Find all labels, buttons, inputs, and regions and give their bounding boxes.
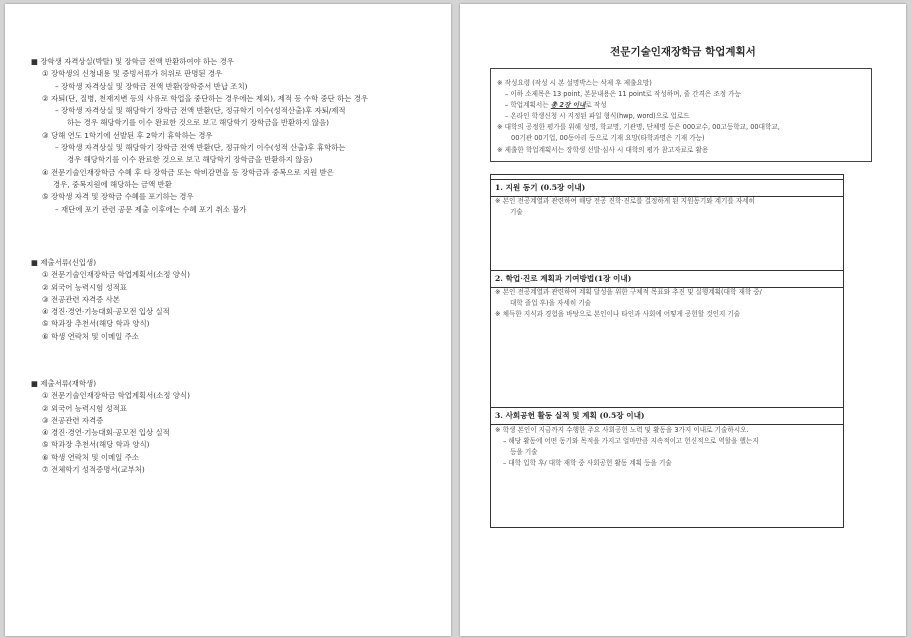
list-item: – 장학생 자격상실 및 장학금 전액 반환(장학증서 반납 조치) — [55, 81, 248, 91]
list-item: ② 외국어 능력시험 성적표 — [42, 282, 128, 292]
list-item: ① 전문기술인재장학금 학업계획서(소정 양식) — [42, 391, 190, 401]
guide-text: – 학업계획서는 — [505, 101, 551, 110]
section-docs-enrolled — [31, 378, 190, 476]
page-limit-emphasis: 총 2장 이내 — [550, 101, 586, 110]
section-heading: ■ 제출서류(신입생) — [31, 258, 97, 267]
list-item: ④ 전문기술인재장학금 수혜 후 타 장학금 또는 학비감면을 등 장학금과 중복으로 지원 받은 — [42, 167, 334, 177]
instruction-line: ※ 본인 전공계열과 관련하여 계획 달성을 위한 구체적 목표와 추진 및 실행계획(대학 재학 중/ — [495, 288, 762, 296]
writing-guide-box — [490, 68, 872, 162]
list-item: ③ 전공관련 자격증 — [42, 415, 104, 425]
guide-line: ※ 대학의 공정한 평가를 위해 성명, 학교명, 기관명, 단체명 등은 000교수, 00고등학교, 00대학교, — [497, 123, 780, 132]
list-item: ⑥ 학생 연락처 및 이메일 주소 — [42, 452, 139, 462]
list-item: ⑤ 학과장 추천서(해당 학과 양식) — [42, 319, 150, 329]
guide-line: ※ 작성요령 (작성 시 본 설명박스는 삭제 후 제출요망) — [497, 79, 652, 87]
instruction-line: 등을 기술 — [510, 448, 538, 456]
list-item: 경우 해당학기를 이수 완료한 것으로 보고 해당학기 장학금을 반환하지 않음) — [67, 155, 313, 165]
list-item: – 장학생 자격상실 및 해당학기 장학금 전액 반환(단, 정규학기 이수(성적산출)후 자퇴/제적 — [55, 106, 346, 116]
instruction-line: ※ 학생 본인이 지금까지 수행한 주요 사회공헌 노력 및 활동을 3가지 이내로 기술하시오. — [495, 426, 749, 434]
list-item: ① 전문기술인재장학금 학업계획서(소정 양식) — [42, 270, 190, 280]
guide-line: 00기관 00기업, 00동아리 등으로 기재 요망(타학과명은 기재 가능) — [511, 134, 705, 143]
document-title: 전문기술인재장학금 학업계획서 — [610, 46, 756, 58]
list-item: 하는 경우 해당학기를 이수 완료한 것으로 보고 해당학기 장학금을 반환하지 않음) — [67, 118, 329, 128]
answer-area-social-contribution[interactable] — [491, 425, 843, 525]
list-item: ③ 전공관련 자격증 사본 — [42, 294, 120, 304]
list-item: ② 자퇴(단, 질병, 천재지변 등의 사유로 학업을 중단하는 경우에는 제외), 제적 등 수학 중단 하는 경우 — [42, 93, 368, 103]
right-page — [460, 4, 906, 636]
list-item: – 장학생 자격상실 및 해당학기 장학금 전액 반환(단, 정규학기 이수(성적 산출)후 휴학하는 — [55, 143, 346, 153]
list-item: ② 외국어 능력시험 성적표 — [42, 403, 128, 413]
instruction-line: ※ 본인 전공계열과 관련하여 해당 전공 진학·진로를 결정하게 된 지원동기와 계기를 자세히 — [495, 197, 755, 205]
list-item: ⑤ 장학생 자격 및 장학금 수혜를 포기하는 경우 — [42, 192, 194, 202]
instruction-line: ※ 체득한 지식과 경험을 바탕으로 본인이나 타인과 사회에 어떻게 공헌할 것인지 기술 — [495, 310, 741, 318]
answer-area-motivation[interactable] — [491, 196, 843, 266]
list-item: – 재단에 포기 관련 공문 제출 이후에는 수혜 포기 취소 불가 — [55, 204, 247, 214]
guide-line: – 이하 소제목은 13 point, 본문내용은 11 point로 작성하며, 줄 간격은 조정 가능 — [505, 90, 741, 99]
answer-area-study-plan[interactable] — [491, 287, 843, 399]
list-item: ④ 경진·경연·기능대회·공모전 입상 실적 — [42, 428, 170, 438]
guide-line: – 온라인 학생신청 시 지정된 파일 형식(hwp, word)으로 업로드 — [505, 112, 690, 121]
list-item: ③ 당해 연도 1학기에 선발된 후 2학기 휴학하는 경우 — [42, 130, 213, 140]
question-heading-motivation: 1. 지원 동기 (0.5장 이내) — [491, 179, 843, 197]
study-plan-form — [490, 174, 844, 528]
section-docs-freshman — [31, 257, 190, 343]
guide-line — [497, 100, 865, 111]
question-heading-social-contribution: 3. 사회공헌 활동 실적 및 계획 (0.5장 이내) — [491, 407, 843, 425]
instruction-line: – 해당 활동에 어떤 동기와 목적을 가지고 얼마만큼 지속적이고 헌신적으로 역할을 했는지 — [503, 437, 759, 445]
left-page — [5, 4, 451, 636]
section-heading: ■ 장학생 자격상실(박탈) 및 장학금 전액 반환하여야 하는 경우 — [31, 57, 234, 66]
section-heading: ■ 제출서류(재학생) — [31, 379, 97, 388]
list-item: ⑥ 학생 연락처 및 이메일 주소 — [42, 331, 139, 341]
list-item: 경우, 중복지원에 해당하는 금액 반환 — [53, 179, 172, 189]
list-item: ① 장학생의 신청내용 및 증빙서류가 허위로 판명된 경우 — [42, 69, 223, 79]
instruction-line: 기술 — [510, 208, 523, 216]
list-item: ④ 경진·경연·기능대회·공모전 입상 실적 — [42, 307, 170, 317]
instruction-line: 대학 졸업 후)을 자세히 기술 — [510, 299, 592, 307]
section-disqualification — [31, 56, 368, 216]
list-item: ⑦ 전체학기 성적증명서(교부처) — [42, 465, 145, 475]
list-item: ⑤ 학과장 추천서(해당 학과 양식) — [42, 440, 150, 450]
instruction-line: – 대학 입학 후/ 대학 재학 중 사회공헌 활동 계획 등을 기술 — [503, 459, 672, 467]
guide-text: 로 작성 — [585, 101, 607, 110]
guide-line: ※ 제출한 학업계획서는 장학생 선발·심사 시 대학의 평가 참고자료로 활용 — [497, 145, 709, 154]
question-heading-study-plan: 2. 학업·진로 계획과 기여방법(1장 이내) — [491, 270, 843, 288]
